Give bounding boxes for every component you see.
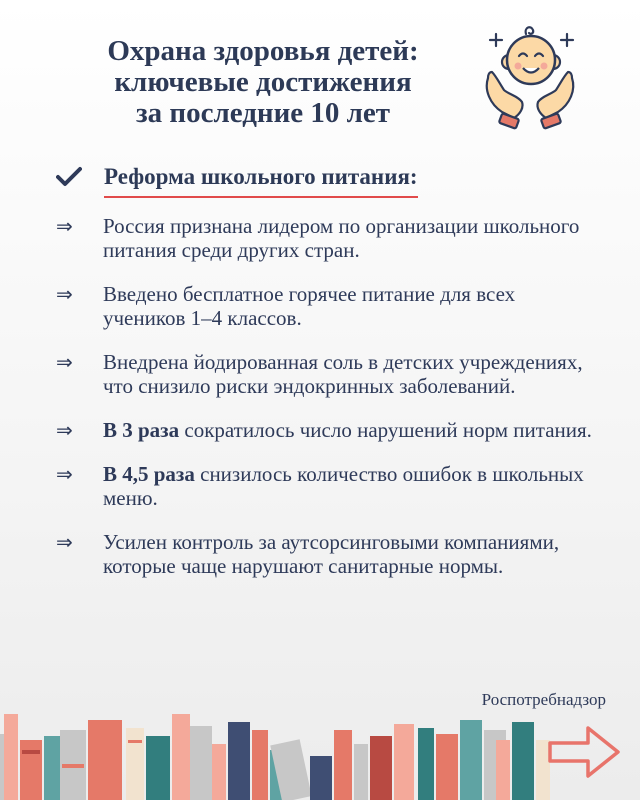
list-item xyxy=(56,350,596,398)
source-label: Роспотребнадзор xyxy=(481,690,606,709)
double-arrow-right-icon: ⇒ xyxy=(56,462,73,486)
double-arrow-right-icon: ⇒ xyxy=(56,214,73,238)
list-item xyxy=(56,462,596,510)
item-text: сократилось число нарушений норм питания. xyxy=(179,418,592,442)
double-arrow-right-icon: ⇒ xyxy=(56,418,73,442)
list-item xyxy=(56,282,596,330)
item-text: Усилен контроль за аутсорсинговыми компаниями, которые чаще нарушают санитарные нормы. xyxy=(103,530,560,578)
list-item xyxy=(56,418,596,442)
double-arrow-right-icon: ⇒ xyxy=(56,282,73,306)
section-heading: Реформа школьного питания: xyxy=(104,162,418,198)
item-text: Внедрена йодированная соль в детских учреждениях, что снизило риски эндокринных заболеваний. xyxy=(103,350,583,398)
double-arrow-right-icon: ⇒ xyxy=(56,530,73,554)
item-text: Россия признана лидером по организации школьного питания среди других стран. xyxy=(103,214,580,262)
page-title xyxy=(48,36,478,129)
bookshelf-decoration xyxy=(0,700,640,800)
double-arrow-right-icon: ⇒ xyxy=(56,350,73,374)
item-text: снизилось количество ошибок в школьных меню. xyxy=(103,462,584,510)
item-text: Введено бесплатное горячее питание для всех учеников 1–4 классов. xyxy=(103,282,516,330)
baby-in-hands-icon xyxy=(474,20,586,132)
item-emphasis: В 4,5 раза xyxy=(103,462,195,486)
check-icon xyxy=(56,166,82,188)
title-line-1: Охрана здоровья детей: xyxy=(107,35,419,67)
item-emphasis: В 3 раза xyxy=(103,418,180,442)
next-arrow-icon[interactable] xyxy=(546,722,624,782)
list-item xyxy=(56,214,596,262)
achievements-list xyxy=(56,214,596,598)
title-line-2: ключевые достижения xyxy=(114,66,412,98)
list-item xyxy=(56,530,596,578)
title-line-3: за последние 10 лет xyxy=(135,97,391,129)
